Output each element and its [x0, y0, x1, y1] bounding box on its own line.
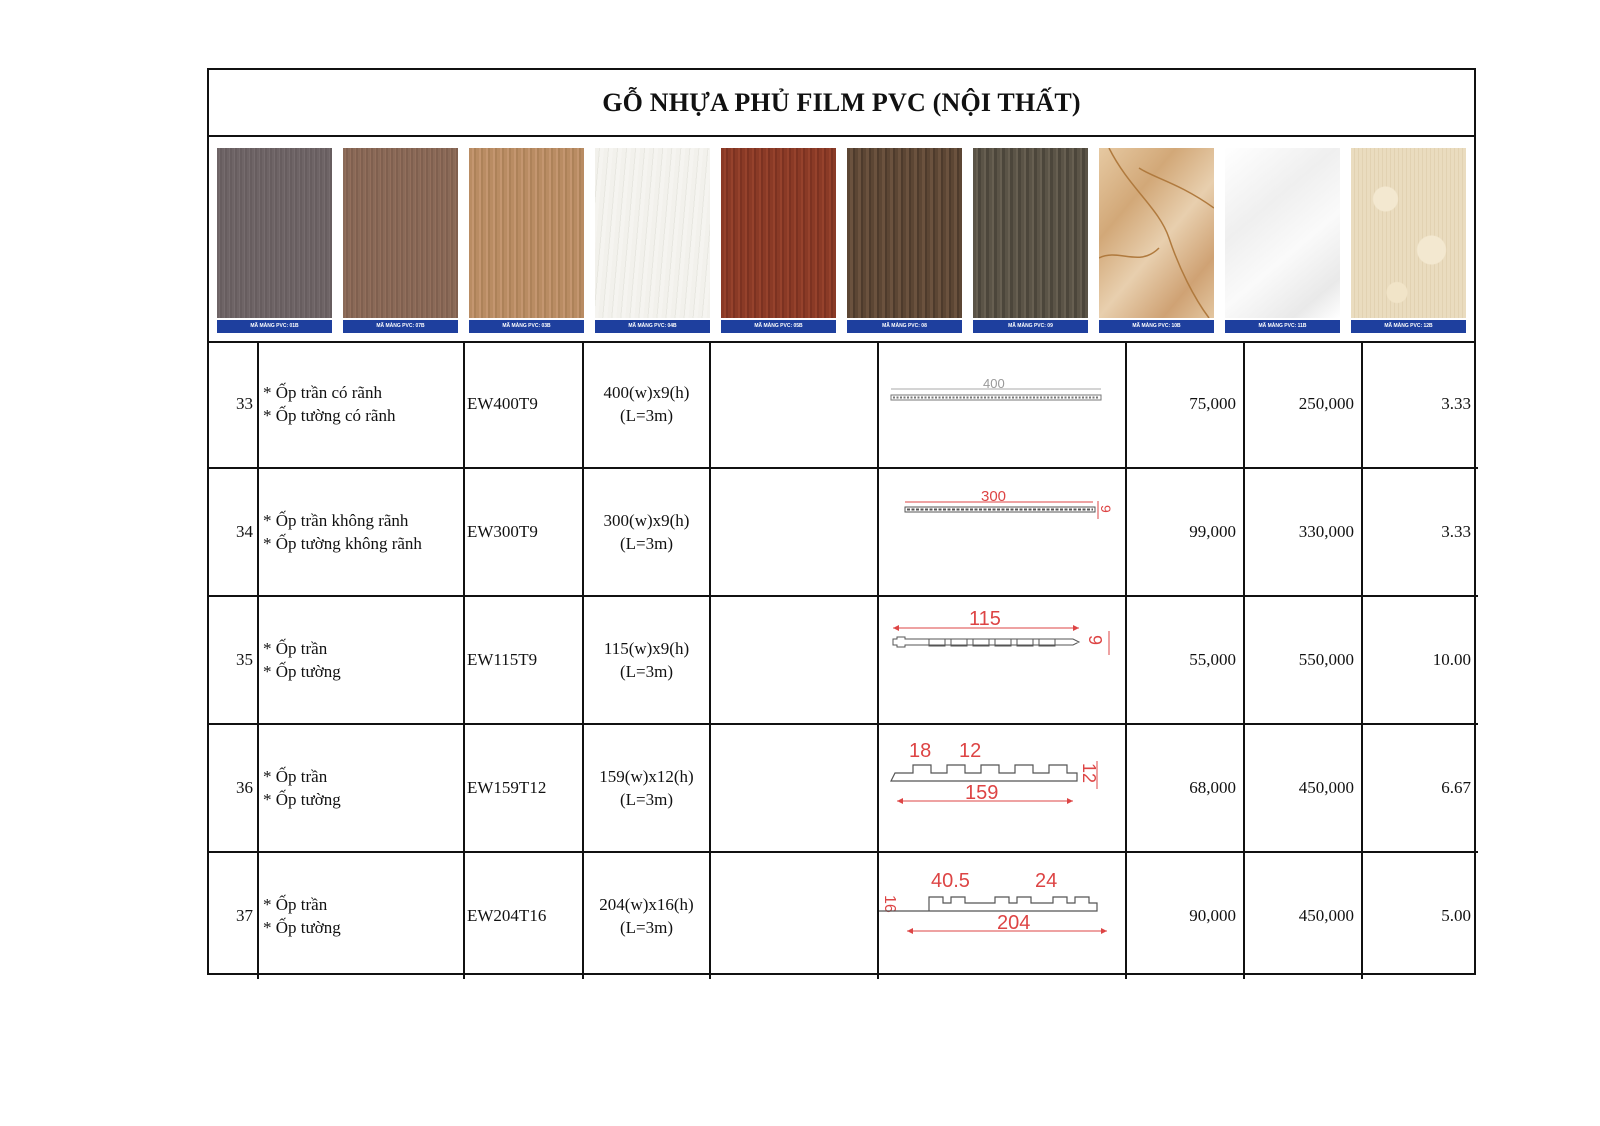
profile-drawing: [879, 597, 1127, 723]
dimension-label: 24: [1035, 870, 1058, 892]
product-table: [209, 341, 1478, 979]
swatch-label: MÃ MÀNG PVC: 05B: [721, 320, 836, 333]
swatch-label: MÃ MÀNG PVC: 11B: [1225, 320, 1340, 333]
table-row: [209, 724, 1478, 852]
row-number: 33: [209, 341, 258, 468]
description-line: * Ốp tường: [263, 918, 341, 937]
table-row: [209, 341, 1478, 468]
dimension-label: 9: [1098, 505, 1114, 513]
row-description: [258, 341, 464, 468]
size-line: 204(w)x16(h): [599, 895, 694, 914]
dimension-label: 300: [981, 488, 1007, 505]
description-line: * Ốp trần: [263, 767, 328, 786]
swatch-label: MÃ MÀNG PVC: 01B: [217, 320, 332, 333]
swatch-texture: [1225, 148, 1340, 318]
size-line: 115(w)x9(h): [603, 639, 690, 658]
swatch-label: MÃ MÀNG PVC: 08: [847, 320, 962, 333]
ratio: 3.33: [1362, 468, 1478, 596]
product-size: [583, 596, 710, 724]
product-code: EW115T9: [464, 596, 583, 724]
swatch-texture: [973, 148, 1088, 318]
swatch-10b: [1099, 148, 1214, 333]
description-line: * Ốp tường: [263, 662, 341, 681]
dimension-label: 18: [909, 740, 932, 762]
price-1: 55,000: [1126, 596, 1244, 724]
swatch-texture: [1099, 148, 1214, 318]
ratio: 10.00: [1362, 596, 1478, 724]
price-2: 450,000: [1244, 724, 1362, 852]
row-number: 35: [209, 596, 258, 724]
description-line: * Ốp tường không rãnh: [263, 534, 422, 553]
price-1: 75,000: [1126, 341, 1244, 468]
dimension-label: 204: [997, 912, 1031, 934]
swatch-09: [973, 148, 1088, 333]
dimension-label: 12: [959, 740, 982, 762]
price-2: 250,000: [1244, 341, 1362, 468]
row-description: [258, 724, 464, 852]
row-number: 36: [209, 724, 258, 852]
price-2: 550,000: [1244, 596, 1362, 724]
swatch-04b: [595, 148, 710, 333]
dimension-label: 16: [881, 895, 898, 913]
size-line: 159(w)x12(h): [599, 767, 694, 786]
swatch-texture: [595, 148, 710, 318]
page-title: GỖ NHỰA PHỦ FILM PVC (NỘI THẤT): [602, 87, 1081, 117]
swatch-08: [847, 148, 962, 333]
row-description: [258, 468, 464, 596]
size-line: (L=3m): [619, 918, 674, 937]
description-line: * Ốp tường: [263, 790, 341, 809]
profile-drawing-cell: [878, 724, 1126, 852]
empty-cell: [710, 341, 878, 468]
size-line: 300(w)x9(h): [603, 511, 690, 530]
description-line: * Ốp trần: [263, 639, 328, 658]
ratio: 6.67: [1362, 724, 1478, 852]
swatch-texture: [721, 148, 836, 318]
marble-veins: [1099, 148, 1214, 318]
swatch-label: MÃ MÀNG PVC: 09: [973, 320, 1088, 333]
dimension-label: 115: [969, 608, 1001, 630]
swatch-label: MÃ MÀNG PVC: 03B: [469, 320, 584, 333]
product-size: [583, 852, 710, 979]
swatch-row: [209, 135, 1474, 343]
swatch-label: MÃ MÀNG PVC: 07B: [343, 320, 458, 333]
price-2: 450,000: [1244, 852, 1362, 979]
swatch-07b: [343, 148, 458, 333]
empty-cell: [710, 468, 878, 596]
swatch-label: MÃ MÀNG PVC: 12B: [1351, 320, 1466, 333]
size-line: (L=3m): [619, 790, 674, 809]
swatch-label: MÃ MÀNG PVC: 10B: [1099, 320, 1214, 333]
profile-drawing: [879, 725, 1127, 851]
product-code: EW300T9: [464, 468, 583, 596]
dimension-label: 12: [1079, 763, 1099, 784]
price-1: 90,000: [1126, 852, 1244, 979]
ratio: 3.33: [1362, 341, 1478, 468]
profile-drawing: [879, 341, 1127, 467]
description-line: * Ốp trần có rãnh: [263, 383, 382, 402]
title-row: [209, 70, 1474, 137]
dimension-label: 40.5: [931, 870, 970, 892]
profile-drawing: [879, 469, 1127, 595]
size-line: (L=3m): [619, 406, 674, 425]
table-row: [209, 596, 1478, 724]
empty-cell: [710, 852, 878, 979]
swatch-texture: [343, 148, 458, 318]
product-size: [583, 341, 710, 468]
description-line: * Ốp trần: [263, 895, 328, 914]
row-description: [258, 852, 464, 979]
description-line: * Ốp tường có rãnh: [263, 406, 396, 425]
row-number: 34: [209, 468, 258, 596]
product-size: [583, 468, 710, 596]
swatch-12b: [1351, 148, 1466, 333]
swatch-texture: [847, 148, 962, 318]
profile-drawing: [879, 853, 1127, 979]
row-description: [258, 596, 464, 724]
dimension-label: 9: [1085, 635, 1105, 646]
dimension-label: 400: [983, 376, 1005, 391]
price-1: 68,000: [1126, 724, 1244, 852]
product-code: EW400T9: [464, 341, 583, 468]
swatch-01b: [217, 148, 332, 333]
profile-drawing-cell: [878, 341, 1126, 468]
profile-drawing-cell: [878, 596, 1126, 724]
price-1: 99,000: [1126, 468, 1244, 596]
swatch-label: MÃ MÀNG PVC: 04B: [595, 320, 710, 333]
swatch-texture: [1351, 148, 1466, 318]
dimension-label: 159: [965, 782, 999, 804]
swatch-03b: [469, 148, 584, 333]
row-number: 37: [209, 852, 258, 979]
swatch-texture: [469, 148, 584, 318]
profile-drawing-cell: [878, 852, 1126, 979]
product-code: EW159T12: [464, 724, 583, 852]
price-sheet: [207, 68, 1476, 975]
empty-cell: [710, 596, 878, 724]
product-code: EW204T16: [464, 852, 583, 979]
profile-drawing-cell: [878, 468, 1126, 596]
table-row: [209, 852, 1478, 979]
size-line: 400(w)x9(h): [603, 383, 690, 402]
price-2: 330,000: [1244, 468, 1362, 596]
size-line: (L=3m): [619, 662, 674, 681]
swatch-11b: [1225, 148, 1340, 333]
description-line: * Ốp trần không rãnh: [263, 511, 409, 530]
ratio: 5.00: [1362, 852, 1478, 979]
swatch-texture: [217, 148, 332, 318]
swatch-05b: [721, 148, 836, 333]
table-row: [209, 468, 1478, 596]
empty-cell: [710, 724, 878, 852]
size-line: (L=3m): [619, 534, 674, 553]
product-size: [583, 724, 710, 852]
